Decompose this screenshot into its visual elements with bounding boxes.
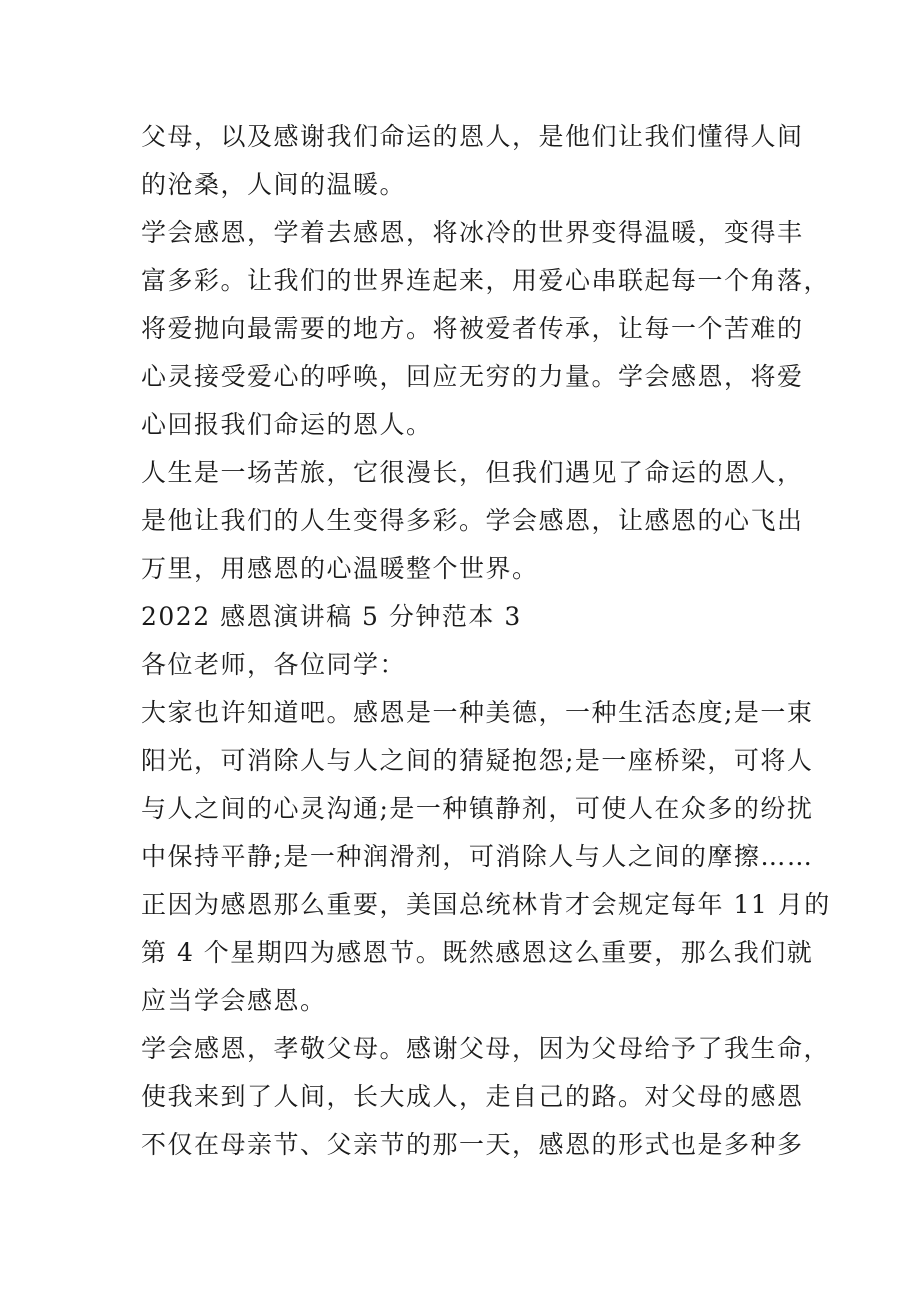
text-line: 使我来到了人间，长大成人，走自己的路。对父母的感恩: [141, 1082, 804, 1111]
text-line: 第 4 个星期四为感恩节。既然感恩这么重要，那么我们就: [141, 938, 814, 967]
text-line: 学会感恩，学着去感恩，将冰冷的世界变得温暖，变得丰: [141, 218, 804, 247]
text-line: 父母，以及感谢我们命运的恩人，是他们让我们懂得人间: [141, 122, 804, 151]
text-line: 人生是一场苦旅，它很漫长，但我们遇见了命运的恩人，: [141, 458, 804, 487]
section-heading: 2022 感恩演讲稿 5 分钟范本 3: [141, 602, 522, 631]
text-line: 的沧桑，人间的温暖。: [141, 170, 407, 199]
text-line: 万里，用感恩的心温暖整个世界。: [141, 554, 539, 583]
text-line: 富多彩。让我们的世界连起来，用爱心串联起每一个角落，: [141, 266, 831, 295]
text-line: 大家也许知道吧。感恩是一种美德，一种生活态度;是一束: [141, 698, 814, 727]
text-line: 正因为感恩那么重要，美国总统林肯才会规定每年 11 月的: [141, 890, 831, 919]
text-line: 不仅在母亲节、父亲节的那一天，感恩的形式也是多种多: [141, 1130, 804, 1159]
text-line: 阳光，可消除人与人之间的猜疑抱怨;是一座桥梁，可将人: [141, 746, 814, 775]
text-line: 心回报我们命运的恩人。: [141, 410, 433, 439]
text-line: 应当学会感恩。: [141, 986, 327, 1015]
document-body: [141, 113, 831, 1169]
text-line: 中保持平静;是一种润滑剂，可消除人与人之间的摩擦……: [141, 842, 814, 871]
text-line: 学会感恩，孝敬父母。感谢父母，因为父母给予了我生命，: [141, 1034, 831, 1063]
text-line: 是他让我们的人生变得多彩。学会感恩，让感恩的心飞出: [141, 506, 804, 535]
text-line: 心灵接受爱心的呼唤，回应无穷的力量。学会感恩，将爱: [141, 362, 804, 391]
text-line: 与人之间的心灵沟通;是一种镇静剂，可使人在众多的纷扰: [141, 794, 814, 823]
salutation: 各位老师，各位同学：: [141, 650, 407, 679]
text-line: 将爱抛向最需要的地方。将被爱者传承，让每一个苦难的: [141, 314, 804, 343]
